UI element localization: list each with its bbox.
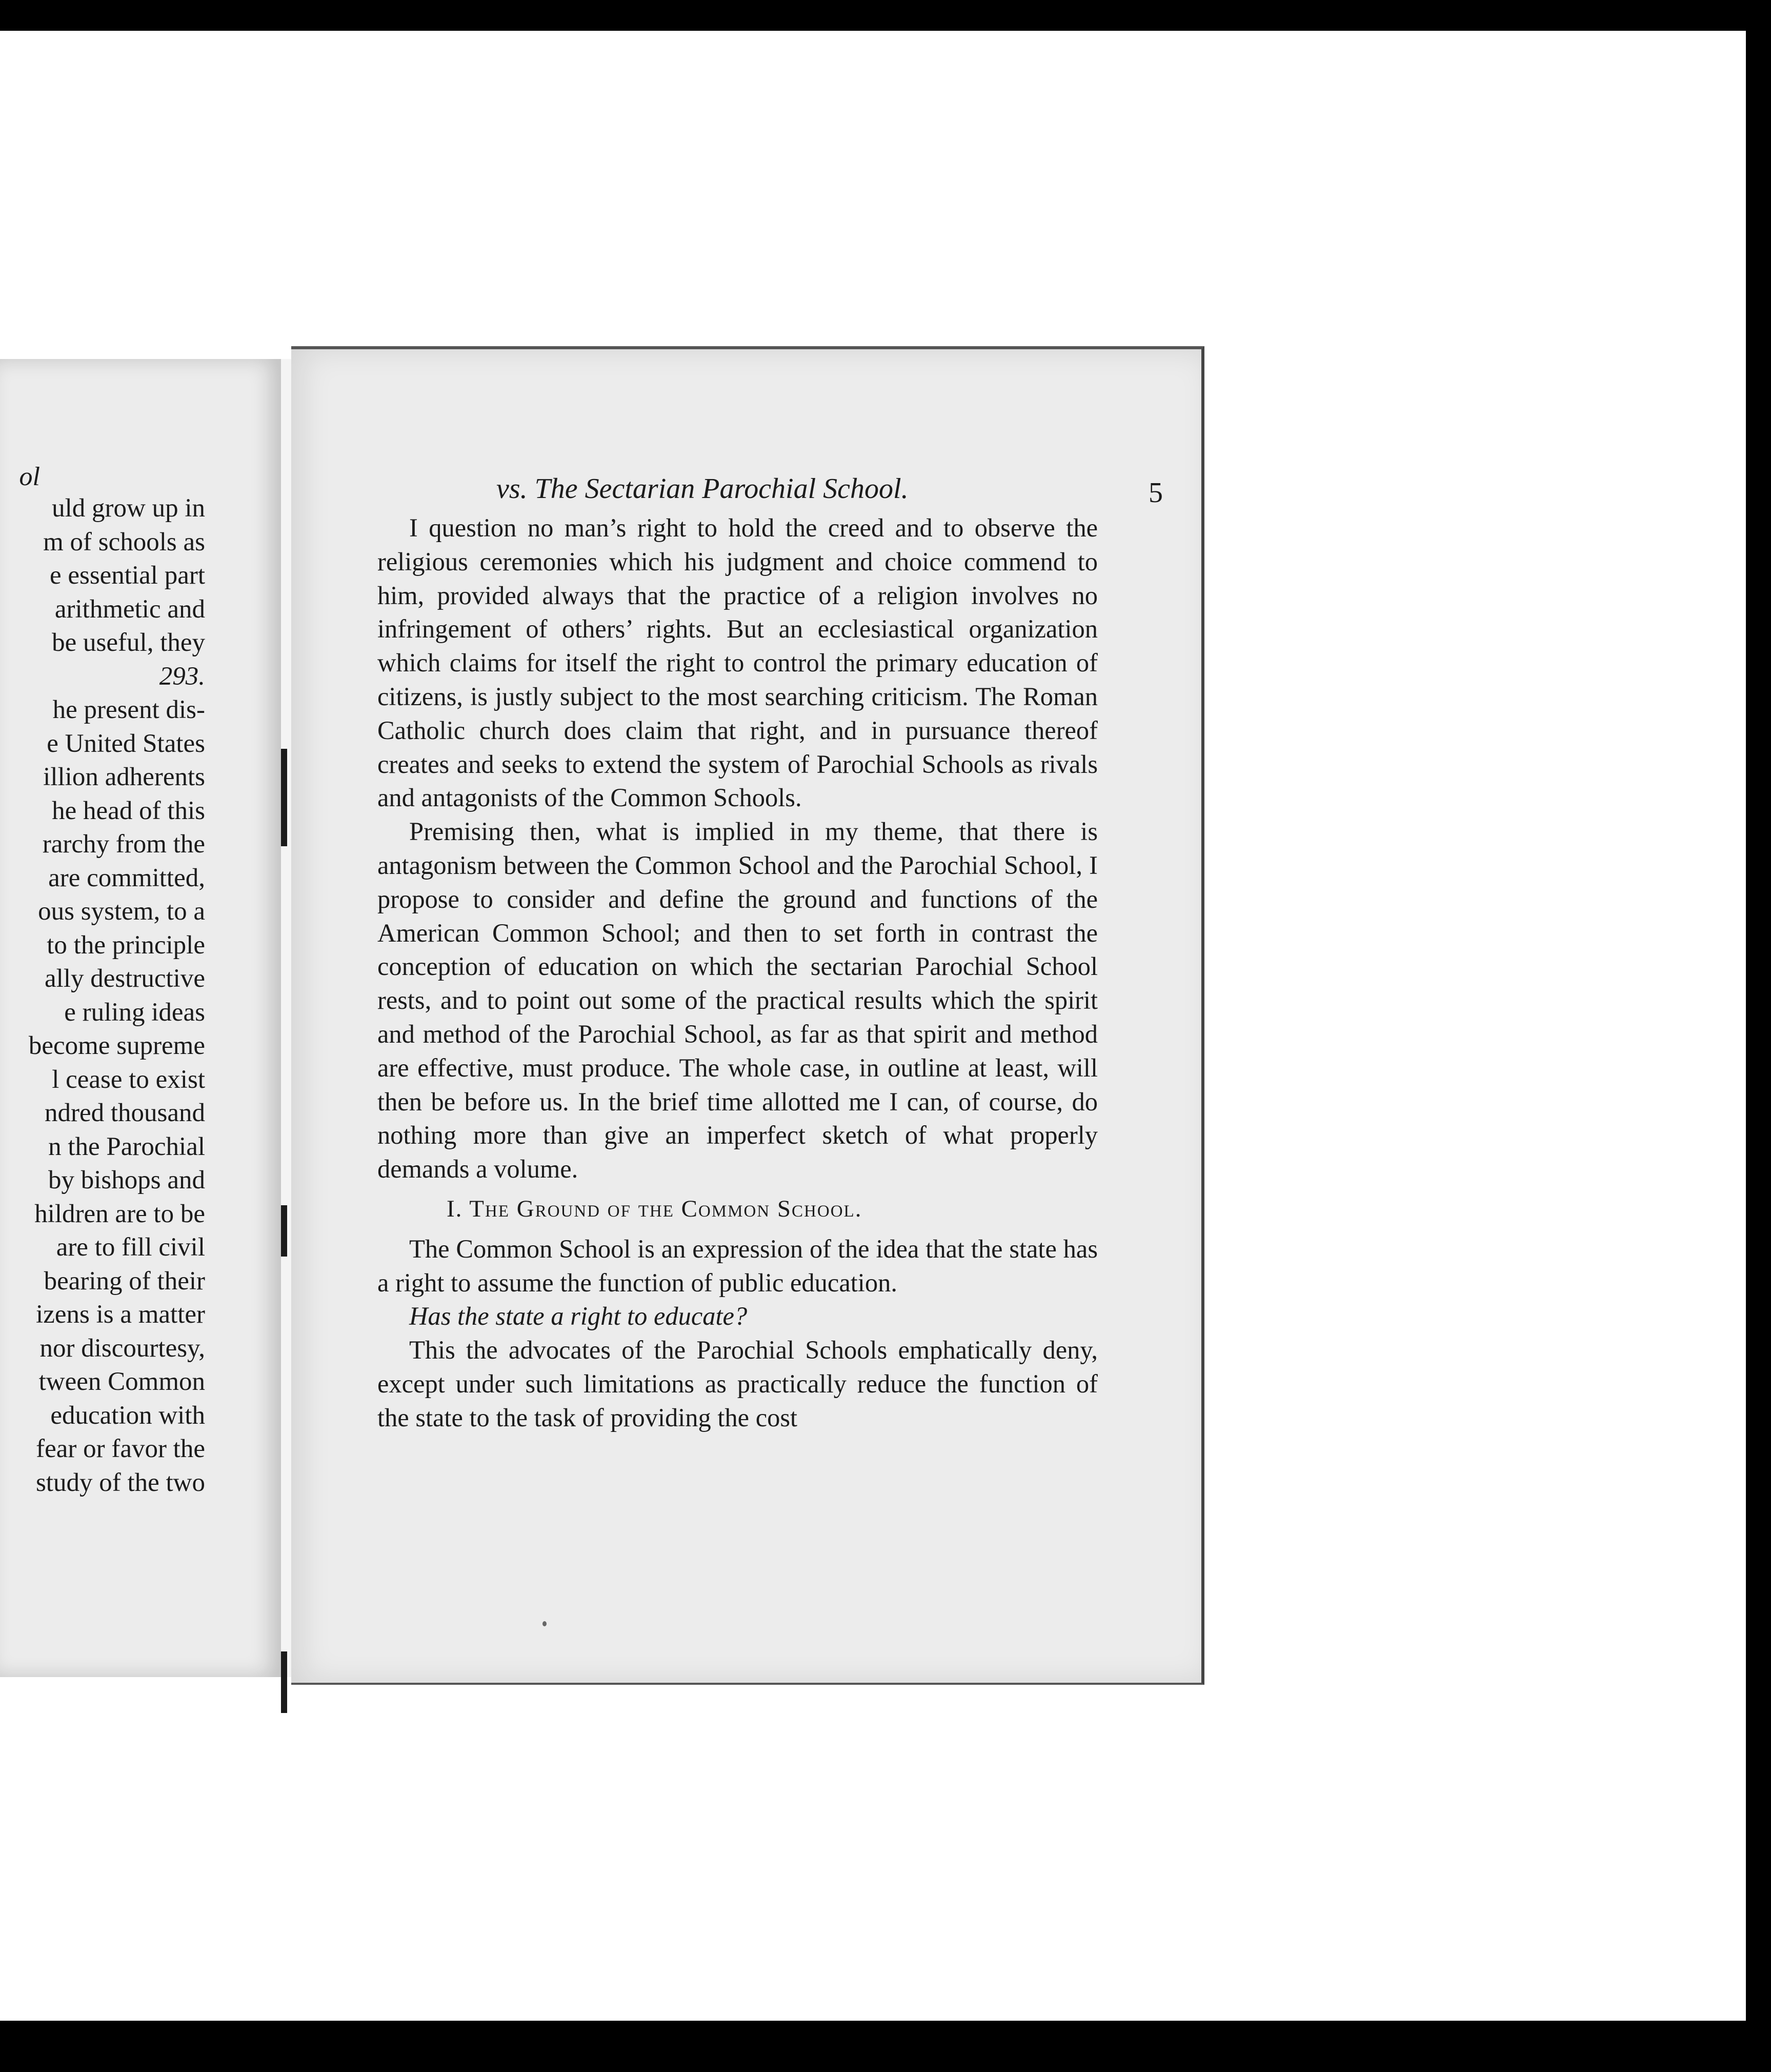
- left-running-head: ol: [19, 462, 40, 491]
- left-page-line: 293.: [159, 662, 205, 691]
- paper-speck: [542, 1621, 547, 1626]
- question-heading: Has the state a right to educate?: [409, 1302, 748, 1331]
- left-page-line: arithmetic and: [54, 594, 205, 624]
- open-book: [0, 338, 1205, 1682]
- paragraph: I question no man’s right to hold the creed and to observe the religious ceremonies which his judgment and choice commend to him, provided always that the practice of a religion involves no infringement of others’ rights. But an ecclesiastical organization which claims for itself the right to control the primary education of citizens, is justly subject to the most searching criticism. The Roman Catholic church does claim that right, and in pursuance thereof creates and seeks to extend the system of Parochial Schools as rivals and antagonists of the Common Schools.: [377, 513, 1098, 812]
- gutter: [281, 359, 291, 1677]
- page-body: [377, 511, 1098, 1435]
- left-page-line: izens is a matter: [36, 1300, 205, 1329]
- left-page: [0, 359, 281, 1677]
- left-page-line: ous system, to a: [38, 897, 205, 926]
- section-heading: I. The Ground of the Common School.: [447, 1195, 862, 1222]
- left-page-line: by bishops and: [48, 1166, 205, 1194]
- binding-stitch: [281, 749, 287, 846]
- left-page-line: bearing of their: [44, 1266, 205, 1296]
- left-page-line: study of the two: [35, 1468, 205, 1497]
- left-page-line: e essential part: [49, 561, 205, 590]
- left-page-line: hildren are to be: [34, 1199, 205, 1228]
- left-page-line: n the Parochial: [48, 1132, 205, 1161]
- running-head-title: vs. The Sectarian Parochial School.: [496, 473, 909, 505]
- left-page-line: become supreme: [28, 1031, 205, 1060]
- binding-stitch: [281, 1651, 287, 1713]
- running-head: [496, 472, 1163, 508]
- paragraph: This the advocates of the Parochial Schools emphatically deny, except under such limitations as practically reduce the function of the state to the task of providing the cost: [377, 1336, 1098, 1432]
- left-page-line: nor discourtesy,: [39, 1333, 205, 1363]
- left-page-line: m of schools as: [43, 527, 205, 556]
- right-page: [291, 346, 1204, 1685]
- paragraph: Premising then, what is implied in my theme, that there is antagonism between the Common School and the Parochial School, I propose to consider and define the ground and functions of the American Common School; and then to set forth in contrast the conception of education on which the sectarian Parochial School rests, and to point out some of the practical results which the spirit and method of the Parochial School, as far as that spirit and method are effective, must produce. The whole case, in outline at least, will then be before us. In the brief time allotted me I can, of course, do nothing more than give an imperfect sketch of what properly demands a volume.: [377, 817, 1098, 1184]
- left-page-line: ndred thousand: [44, 1099, 205, 1127]
- left-page-line: ally destructive: [45, 964, 205, 993]
- left-page-line: uld grow up in: [52, 494, 205, 523]
- left-page-line: e United States: [47, 729, 205, 758]
- left-page-line: be useful, they: [52, 628, 205, 657]
- left-page-line: rarchy from the: [42, 830, 205, 859]
- left-page-line: are to fill civil: [56, 1233, 205, 1262]
- left-page-line: education with: [50, 1401, 205, 1430]
- left-page-line: are committed,: [48, 863, 205, 892]
- left-page-line: l cease to exist: [52, 1065, 205, 1094]
- left-page-line: to the principle: [47, 930, 205, 960]
- left-page-line: e ruling ideas: [64, 998, 205, 1027]
- binding-stitch: [281, 1205, 287, 1257]
- left-page-line: he present dis-: [52, 695, 205, 724]
- left-page-line: he head of this: [52, 796, 205, 825]
- page-number: 5: [1149, 477, 1163, 509]
- left-page-line: illion adherents: [43, 763, 205, 791]
- left-page-line: fear or favor the: [36, 1435, 205, 1463]
- paragraph: The Common School is an expression of the idea that the state has a right to assume the function of public education.: [377, 1234, 1098, 1297]
- left-page-line: tween Common: [38, 1367, 205, 1396]
